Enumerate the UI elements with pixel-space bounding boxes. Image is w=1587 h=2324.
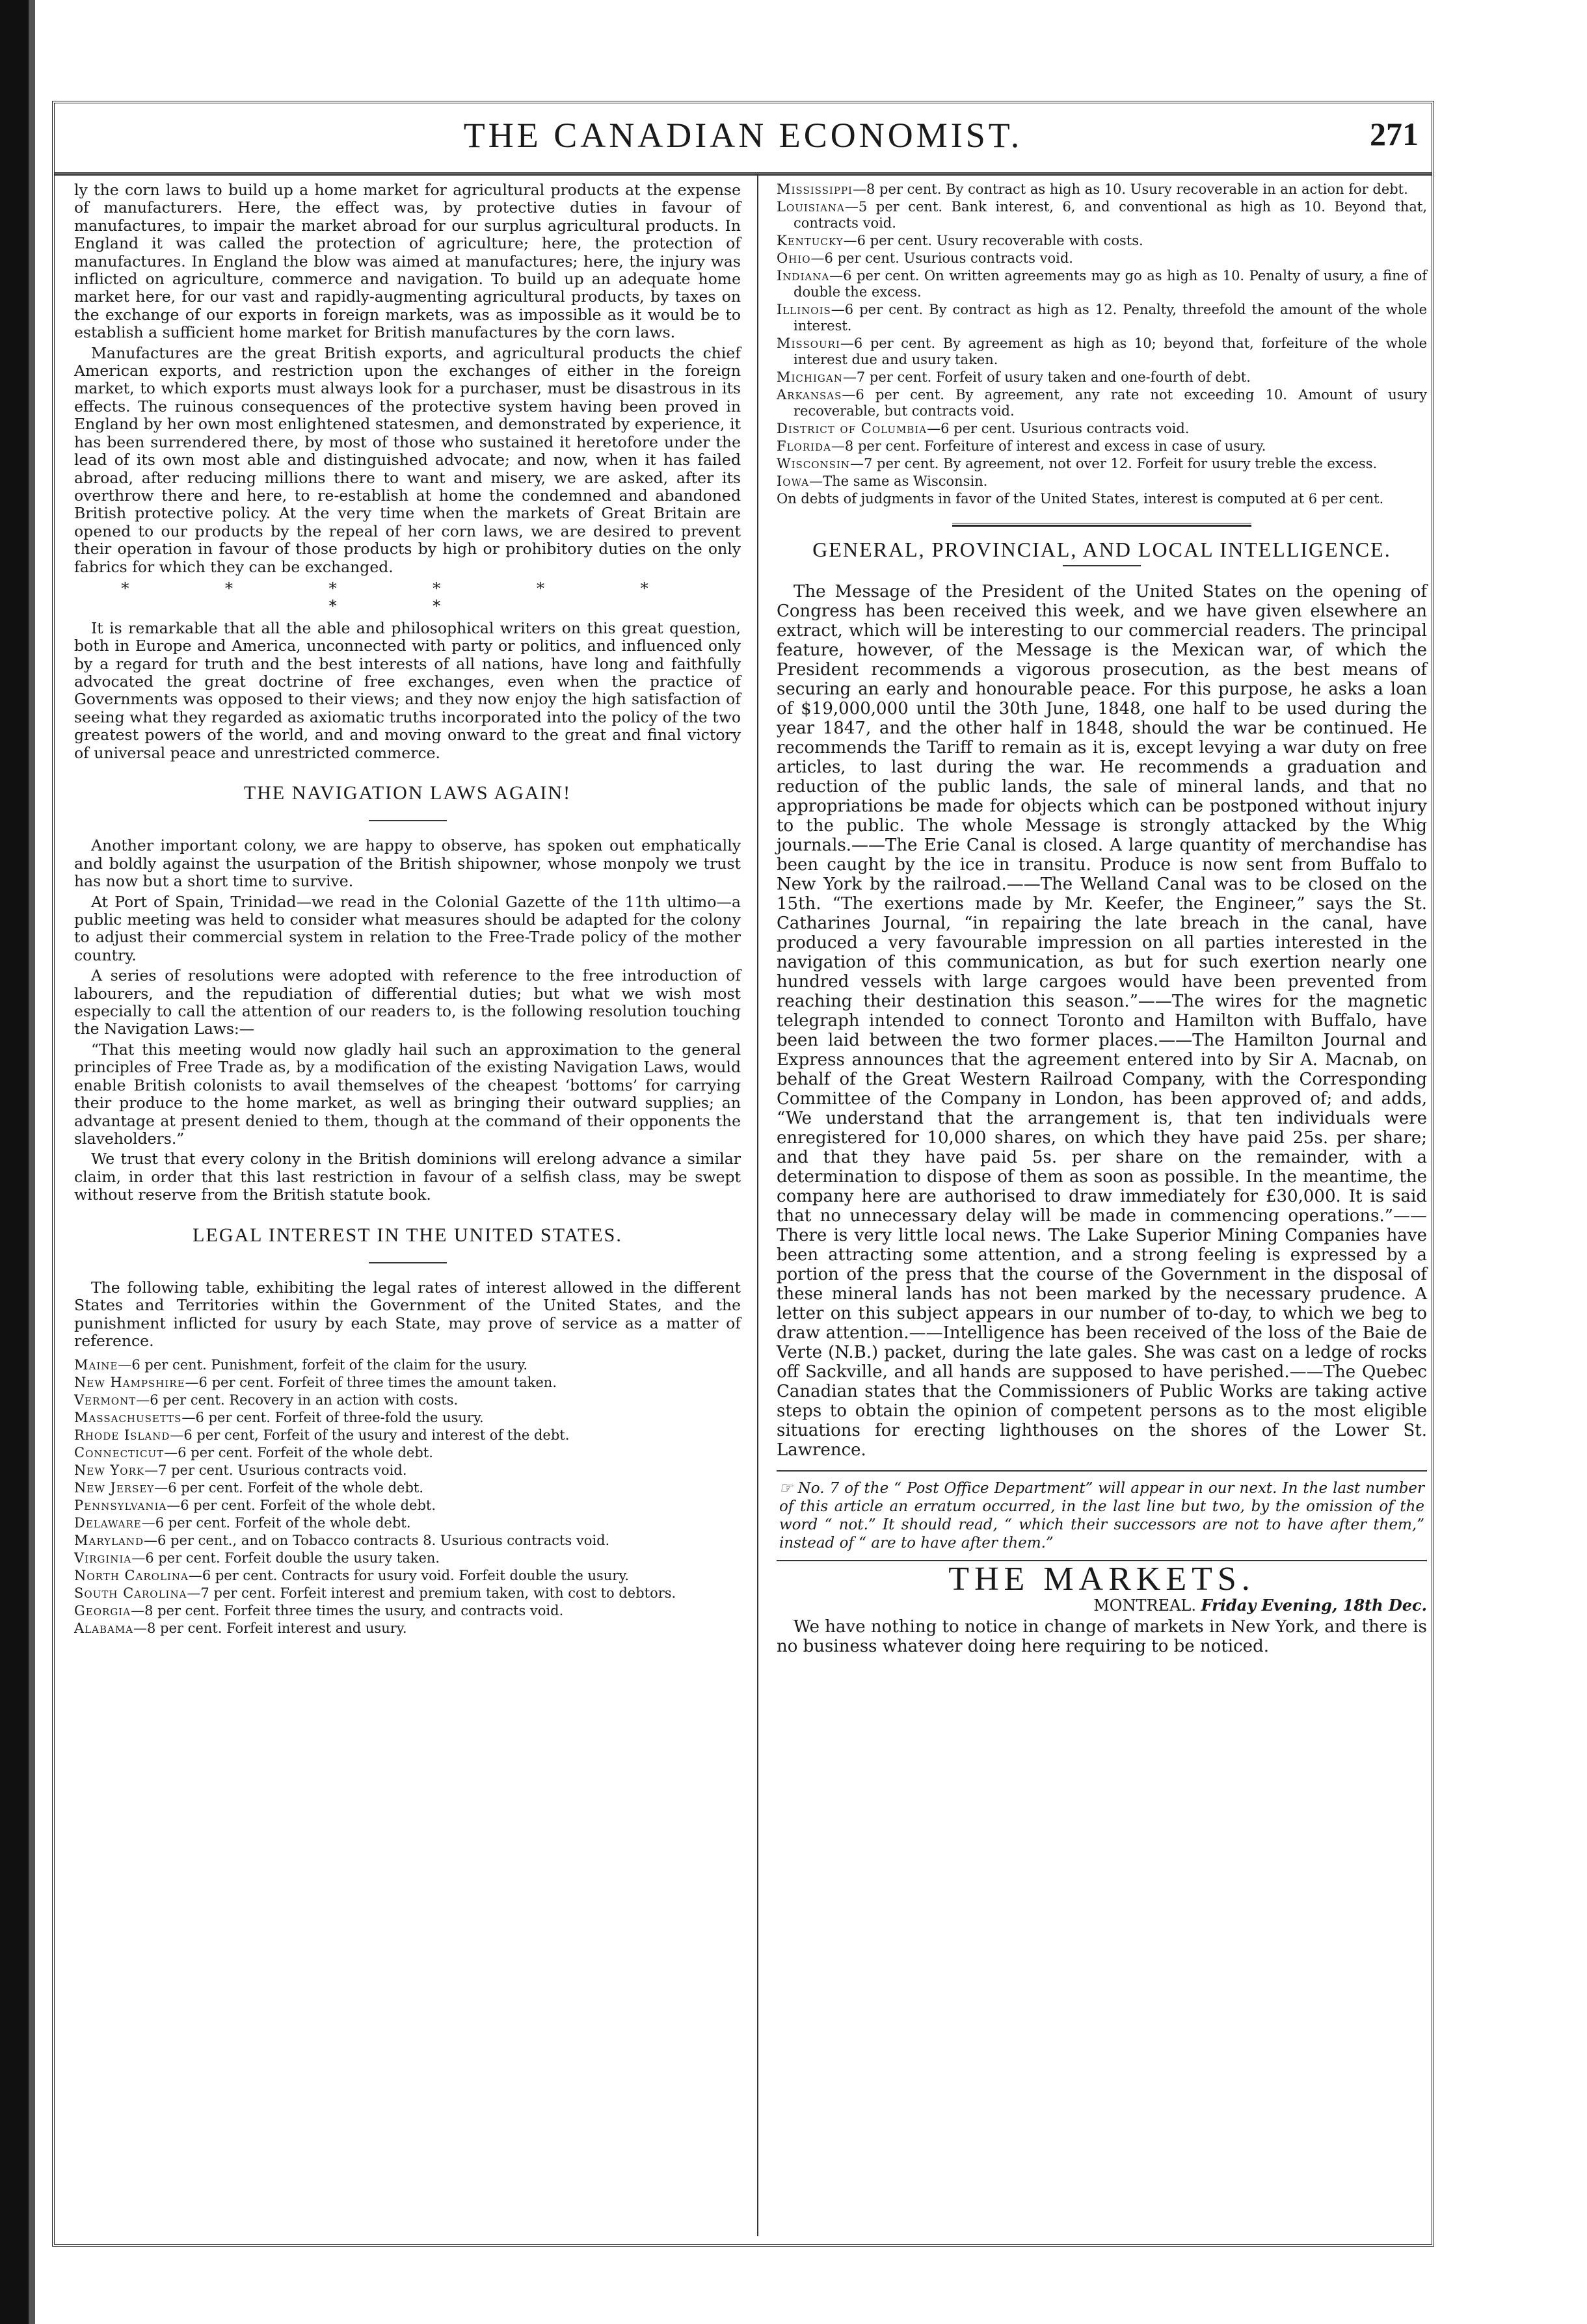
- navigation-laws-heading: THE NAVIGATION LAWS AGAIN!: [243, 782, 572, 804]
- list-item: [74, 1498, 741, 1514]
- state-name: New Hampshire: [74, 1374, 185, 1390]
- state-name: North Carolina: [74, 1567, 189, 1583]
- article-paragraph: Another important colony, we are happy to observe, has spoken out emphatically and boldly against the usurpation of the British shipowner, whose monpoly we trust has now but a short time to survive.: [74, 836, 741, 891]
- section-stars: * * * * * * * *: [121, 579, 694, 616]
- rate-text: —6 per cent, Forfeit of the usury and interest of the debt.: [170, 1427, 570, 1443]
- rate-text: —8 per cent. Forfeiture of interest and excess in case of usury.: [831, 438, 1266, 454]
- binding-gutter: [0, 0, 29, 2324]
- list-item: [777, 268, 1427, 300]
- state-name: Arkansas: [777, 387, 842, 403]
- rate-text: —6 per cent., and on Tobacco contracts 8. Usurious contracts void.: [144, 1532, 610, 1548]
- interest-rate-list: [74, 1357, 741, 1637]
- list-item: [74, 1445, 741, 1461]
- list-item: [777, 336, 1427, 368]
- state-name: Pennsylvania: [74, 1497, 167, 1513]
- erratum-notice: ☞ No. 7 of the “ Post Office Department” will appear in our next. In the last number of this article an erratum occurred, in the last line but two, by the omission of the word “ not.” It should read, “ which their successors are not to have after them,” instead of “ are to have after them.”: [777, 1470, 1427, 1561]
- article-paragraph: We trust that every colony in the British dominions will erelong advance a similar claim, in order that this last restriction in favour of a selfish class, may be swept without reserve from the British statute book.: [74, 1150, 741, 1204]
- list-item: [74, 1620, 741, 1637]
- state-name: Maine: [74, 1356, 118, 1373]
- legal-interest-heading: LEGAL INTEREST IN THE UNITED STATES.: [193, 1224, 622, 1246]
- rate-text: —7 per cent. Usurious contracts void.: [144, 1462, 407, 1478]
- list-item: [74, 1462, 741, 1479]
- page-title: THE CANADIAN ECONOMIST.: [463, 116, 1023, 155]
- interest-rate-list-continued: [777, 181, 1427, 507]
- state-name: Iowa: [777, 473, 810, 489]
- state-name: Connecticut: [74, 1444, 165, 1460]
- article-paragraph: The following table, exhibiting the legal rates of interest allowed in the different States and Territories within the Government of the United States, and the punishment inflicted for usury by each State, may prove of service as a matter of reference.: [74, 1278, 741, 1351]
- list-item: [74, 1357, 741, 1373]
- rate-text: —6 per cent. Recovery in an action with costs.: [136, 1392, 459, 1408]
- list-item: [777, 421, 1427, 437]
- list-item: [74, 1568, 741, 1584]
- column-divider: [757, 175, 758, 2236]
- rate-text: —6 per cent. Forfeit of the whole debt.: [154, 1479, 424, 1496]
- state-name: Delaware: [74, 1514, 142, 1531]
- state-name: Illinois: [777, 302, 831, 317]
- list-item: [777, 199, 1427, 231]
- header-rule: [55, 172, 1432, 176]
- heading-rule: [1063, 565, 1141, 566]
- rate-text: —6 per cent. Usury recoverable with costs.: [843, 233, 1143, 248]
- list-item: [74, 1375, 741, 1391]
- state-name: Virginia: [74, 1550, 132, 1566]
- list-item: [777, 456, 1427, 472]
- state-name: Rhode Island: [74, 1427, 170, 1443]
- markets-date: Friday Evening, 18th Dec.: [1201, 1595, 1427, 1615]
- article-paragraph: At Port of Spain, Trinidad—we read in the Colonial Gazette of the 11th ultimo—a public meeting was held to consider what measures should be adapted for the colony to adjust their commercial system in relation to the Free-Trade policy of the mother country.: [74, 892, 741, 964]
- list-item: [777, 387, 1427, 419]
- binding-edge: [29, 0, 35, 2324]
- state-name: Ohio: [777, 250, 811, 266]
- closing-note: On debts of judgments in favor of the United States, interest is computed at 6 per cent.: [777, 491, 1384, 507]
- list-item: [777, 233, 1427, 249]
- state-name: South Carolina: [74, 1585, 187, 1601]
- rate-text: —5 per cent. Bank interest, 6, and conventional as high as 10. Beyond that, contracts void.: [794, 199, 1427, 231]
- state-name: Georgia: [74, 1602, 131, 1618]
- list-item: [777, 369, 1427, 386]
- heading-rule: [369, 1262, 447, 1263]
- resolution-quote: “That this meeting would now gladly hail such an approximation to the general principles of Free Trade as, by a modification of the existing Navigation Laws, would enable British colonists to avail themselves of the cheapest ‘bottoms’ for carrying their produce to the home market, as well as bringing their outward supplies; an advantage at present denied to them, though at the command of their opponents the slaveholders.”: [74, 1040, 741, 1148]
- rate-text: —6 per cent. By contract as high as 12. Penalty, threefold the amount of the whole interest.: [794, 302, 1427, 334]
- list-item: [777, 302, 1427, 334]
- state-name: Kentucky: [777, 233, 844, 248]
- list-item: [74, 1480, 741, 1496]
- rate-text: —6 per cent. Forfeit of three times the amount taken.: [185, 1374, 557, 1390]
- rate-text: —8 per cent. By contract as high as 10. Usury recoverable in an action for debt.: [852, 181, 1408, 197]
- list-item: [74, 1533, 741, 1549]
- rate-text: —8 per cent. Forfeit three times the usury, and contracts void.: [131, 1602, 564, 1618]
- rate-text: —6 per cent. Usurious contracts void.: [810, 250, 1073, 266]
- state-name: District of Columbia: [777, 421, 927, 436]
- state-name: Michigan: [777, 369, 843, 385]
- list-item: [74, 1550, 741, 1566]
- state-name: Maryland: [74, 1532, 144, 1548]
- rate-text: —6 per cent. Forfeit of the whole debt.: [167, 1497, 436, 1513]
- list-item: [74, 1585, 741, 1602]
- markets-heading: THE MARKETS.: [948, 1561, 1255, 1598]
- rate-text: —8 per cent. Forfeit interest and usury.: [133, 1620, 407, 1636]
- list-item: [74, 1603, 741, 1619]
- markets-paragraph: We have nothing to notice in change of markets in New York, and there is no business whatever doing here requiring to be noticed.: [777, 1617, 1427, 1657]
- state-name: New Jersey: [74, 1479, 155, 1496]
- newspaper-page: [52, 101, 1434, 2247]
- intelligence-paragraph: The Message of the President of the United States on the opening of Congress has been received this week, and we have given elsewhere an extract, which will be interesting to our commercial readers. The principal feature, however, of the Message is the Mexican war, of which the President recommends a vigorous prosecution, as the best means of securing an early and honourable peace. For this purpose, he asks a loan of $19,000,000 until the 30th June, 1848, one half to be used during the year 1847, and the other half in 1848, should the war be continued. He recommends the Tariff to remain as it is, except levying a war duty on free articles, to last during the war. He recommends a graduation and reduction of the public lands, the sale of mineral lands, and that no appropriations be made for objects which can be postponed without injury to the public. The whole Message is strongly attacked by the Whig journals.——The Erie Canal is closed. A large quantity of merchandise has been caught by the ice in transitu. Produce is now sent from Buffalo to New York by the railroad.——The Welland Canal was to be closed on the 15th. “The exertions made by Mr. Keefer, the Engineer,” says the St. Catharines Journal, “in repairing the late breach in the canal, have produced a very favourable impression on all parties interested in the navigation of this communication, as but for such exertion nearly one hundred vessels with large cargoes would have been prevented from reaching their destination this season.”——The wires for the magnetic telegraph intended to connect Toronto and Hamilton with Buffalo, have been laid between the two former places.——The Hamilton Journal and Express announces that the agreement entered into by Sir A. Macnab, on behalf of the Great Western Railroad Company, with the Corresponding Committee of the Company in London, has been approved of; and adds, “We understand that the arrangement is, that ten individuals were enregistered for 10,000 shares, on which they have paid 25s. per share; and that they have paid 5s. per share on the remainder, with a determination to dispose of them as soon as possible. In the meantime, the company here are authorised to draw immediately for £30,000. It is said that no unnecessary delay will be made in commencing operations.”——There is very little local news. The Lake Superior Mining Companies have been attracting some attention, and a strong feeling is expressed by a portion of the press that the course of the Government in the disposal of these mineral lands has not been marked by the necessary prudence. A letter on this subject appears in our number of to-day, to which we beg to draw attention.——Intelligence has been received of the loss of the Baie de Verte (N.B.) packet, during the late gales. She was cast on a ledge of rocks off Sackville, and all hands are supposed to have perished.——The Quebec Canadian states that the Commissioners of Public Works are taking active steps to obtain the opinion of competent persons as to the most eligible situations for erecting lighthouses on the shores of the Lower St. Lawrence.: [777, 582, 1427, 1460]
- page-number: 271: [1370, 116, 1419, 152]
- state-name: Indiana: [777, 268, 830, 284]
- markets-place: MONTREAL.: [1093, 1596, 1196, 1615]
- state-name: Florida: [777, 438, 831, 454]
- state-name: Wisconsin: [777, 456, 851, 471]
- list-item: [74, 1392, 741, 1408]
- article-paragraph: A series of resolutions were adopted with reference to the free introduction of labourers, and the repudiation of differential duties; but what we wish most especially to call the attention of our readers to, is the following resolution touching the Navigation Laws:—: [74, 966, 741, 1038]
- rate-text: —7 per cent. By agreement, not over 12. Forfeit for usury treble the excess.: [850, 456, 1378, 471]
- rate-text: —6 per cent. By agreement as high as 10; beyond that, forfeiture of the whole interest due and usury taken.: [794, 336, 1427, 367]
- rate-text: —6 per cent. By agreement, any rate not exceeding 10. Amount of usury recoverable, but contracts void.: [794, 387, 1427, 419]
- list-item: [74, 1410, 741, 1426]
- markets-dateline: [777, 1596, 1427, 1615]
- right-column: [777, 181, 1427, 1659]
- intelligence-heading: GENERAL, PROVINCIAL, AND LOCAL INTELLIGENCE.: [812, 538, 1391, 561]
- article-paragraph: Manufactures are the great British exports, and agricultural products the chief American exports, and restriction upon the exchanges of either in the foreign market, to which exports must always look for a purchaser, must be disastrous in its effects. The ruinous consequences of the protective system having been proved in England by her own most enlightened statesmen, and demonstrated by experience, it has been surrendered there, by most of those who sustained it heretofore under the lead of its own most able and distinguished advocate; and now, when it has failed abroad, after reducing millions there to want and misery, we are asked, after its overthrow there and here, to re-establish at home the condemned and abandoned British protective policy. At the very time when the markets of Great Britain are opened to our products by the repeal of her corn laws, we are desired to prevent their operation in favour of those products by high or prohibitory duties on the only fabrics for which they can be exchanged.: [74, 343, 741, 576]
- rate-text: —6 per cent. Usurious contracts void.: [927, 421, 1190, 436]
- rate-text: —7 per cent. Forfeit of usury taken and one-fourth of debt.: [842, 369, 1251, 385]
- rate-text: —6 per cent. Forfeit of the whole debt.: [141, 1514, 411, 1531]
- state-name: Vermont: [74, 1392, 137, 1408]
- heading-rule: [369, 820, 447, 821]
- rate-text: —The same as Wisconsin.: [809, 473, 988, 489]
- rate-text: —6 per cent. Forfeit of three-fold the usury.: [181, 1409, 484, 1425]
- page-header: [55, 115, 1432, 161]
- list-item: [777, 250, 1427, 267]
- list-item: [74, 1427, 741, 1444]
- state-name: New York: [74, 1462, 145, 1478]
- article-paragraph: ly the corn laws to build up a home market for agricultural products at the expense of manufacturers. Here, the effect was, by protective duties in favour of manufactures, to impair the market abroad for our surplus agricultural products. In England it was called the protection of agriculture; here, the protection of manufactures. In England the blow was aimed at manufactures; here, the injury was inflicted on agriculture, commerce and navigation. To build up an adequate home market here, for our vast and rapidly-augmenting agricultural products, by taxes on the exchange of our exports in foreign markets, was as impossible as it would be to establish a sufficient home market for British manufactures by the corn laws.: [74, 181, 741, 342]
- rate-text: —6 per cent. Forfeit of the whole debt.: [164, 1444, 433, 1460]
- rate-text: —6 per cent. On written agreements may go as high as 10. Penalty of usury, a fine of double the excess.: [794, 268, 1427, 300]
- list-item: [777, 181, 1427, 198]
- state-name: Mississippi: [777, 181, 853, 197]
- section-divider: [952, 523, 1251, 527]
- state-name: Louisiana: [777, 199, 845, 215]
- state-name: Massachusetts: [74, 1409, 182, 1425]
- rate-text: —7 per cent. Forfeit interest and premium taken, with cost to debtors.: [187, 1585, 676, 1601]
- list-item: [777, 438, 1427, 455]
- list-item: [74, 1515, 741, 1531]
- rate-text: —6 per cent. Punishment, forfeit of the claim for the usury.: [118, 1356, 528, 1373]
- list-item: [777, 473, 1427, 490]
- state-name: Alabama: [74, 1620, 134, 1636]
- state-name: Missouri: [777, 336, 840, 351]
- rate-text: —6 per cent. Contracts for usury void. Forfeit double the usury.: [188, 1567, 630, 1583]
- article-paragraph: It is remarkable that all the able and philosophical writers on this great question, both in Europe and America, unconnected with party or politics, and influenced only by a regard for truth and the best interests of all nations, have long and faithfully advocated the great doctrine of free exchanges, even when the practice of Governments was opposed to their views; and they now enjoy the high satisfaction of seeing what they regarded as axiomatic truths incorporated into the policy of the two greatest powers of the world, and and moving onward to the great and final victory of universal peace and unrestricted commerce.: [74, 618, 741, 762]
- left-column: [74, 181, 741, 1638]
- rate-text: —6 per cent. Forfeit double the usury taken.: [131, 1550, 440, 1566]
